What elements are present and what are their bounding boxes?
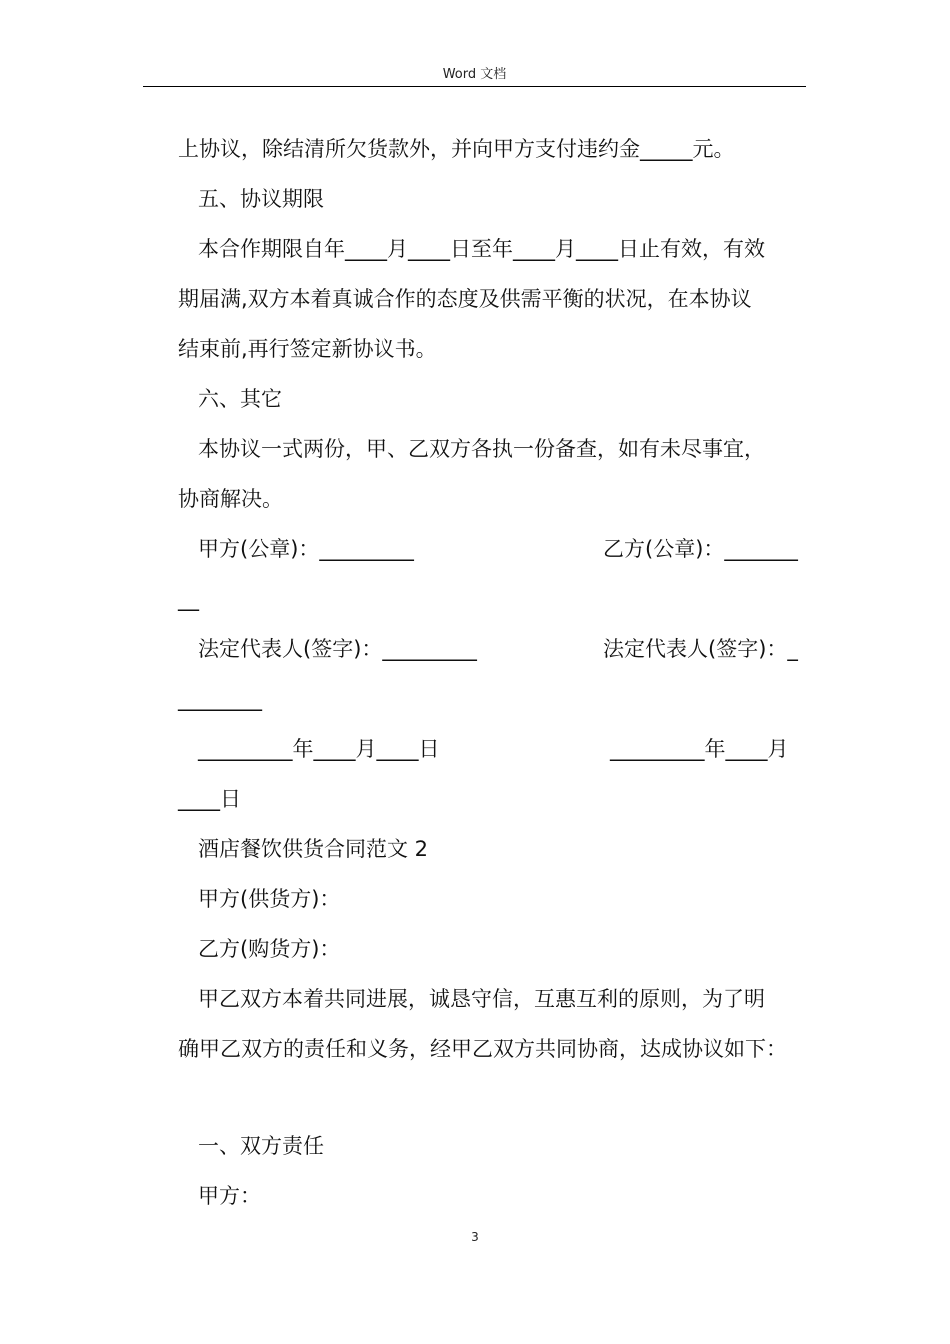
paragraph-line: 本合作期限自年____月____日至年____月____日止有效，有效 xyxy=(198,237,765,261)
paragraph-line: 本协议一式两份，甲、乙双方各执一份备查，如有未尽事宜， xyxy=(198,437,765,461)
party-a-label: 甲方： xyxy=(198,1184,261,1208)
party-b-representative-field: 法定代表人(签字)：_ xyxy=(603,637,798,661)
page-header: Word 文档 xyxy=(442,67,507,82)
party-a-seal-field: 甲方(公章)：_________ xyxy=(198,537,414,561)
supplier-label: 甲方(供货方)： xyxy=(198,887,341,911)
header-divider xyxy=(143,86,806,87)
party-a-date-field: _________年____月____日 xyxy=(198,737,440,761)
contract-title: 酒店餐饮供货合同范文 2 xyxy=(198,837,429,861)
paragraph-line: 甲乙双方本着共同进展，诚恳守信，互惠互利的原则，为了明 xyxy=(198,987,765,1011)
section-heading-term: 五、协议期限 xyxy=(198,187,324,211)
paragraph-line: 上协议，除结清所欠货款外，并向甲方支付违约金_____元。 xyxy=(178,137,735,161)
paragraph-line: 结束前,再行签定新协议书。 xyxy=(178,337,437,361)
section-heading-other: 六、其它 xyxy=(198,387,282,411)
paragraph-line: 期届满,双方本着真诚合作的态度及供需平衡的状况，在本协议 xyxy=(178,287,752,311)
paragraph-line: 协商解决。 xyxy=(178,487,283,511)
purchaser-label: 乙方(购货方)： xyxy=(198,937,341,961)
party-a-representative-field: 法定代表人(签字)：_________ xyxy=(198,637,477,661)
party-b-seal-field: 乙方(公章)：_______ xyxy=(603,537,798,561)
page-number: 3 xyxy=(471,1230,479,1244)
section-heading-responsibilities: 一、双方责任 xyxy=(198,1134,324,1158)
party-b-seal-field-continued: __ xyxy=(178,587,199,611)
party-b-date-field: _________年____月 xyxy=(610,737,789,761)
party-b-date-field-continued: ____日 xyxy=(178,787,241,811)
party-b-representative-field-continued: ________ xyxy=(178,687,262,711)
paragraph-line: 确甲乙双方的责任和义务，经甲乙双方共同协商，达成协议如下： xyxy=(178,1037,787,1061)
